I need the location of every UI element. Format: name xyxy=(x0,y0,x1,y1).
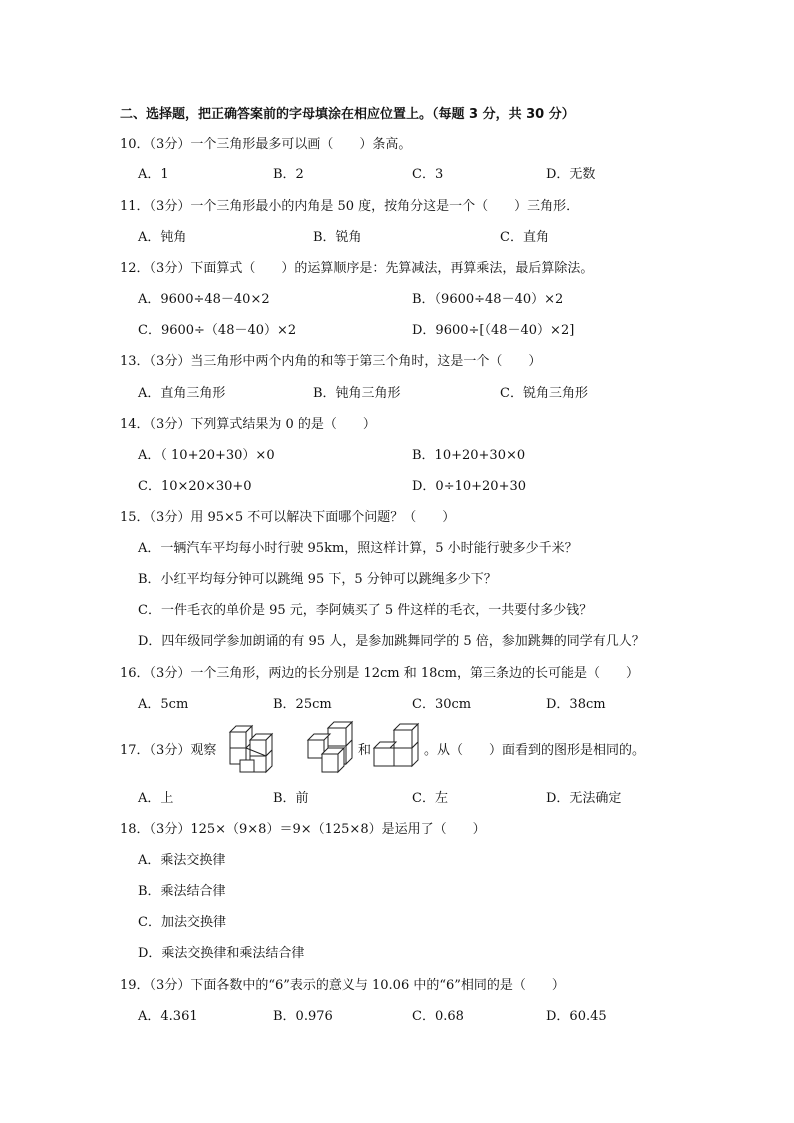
q18-option-c[interactable]: C．加法交换律 xyxy=(138,915,226,930)
question-17-stem-end: 。从（ ）面看到的图形是相同的。 xyxy=(424,743,646,758)
section-heading: 二、选择题，把正确答案前的字母填涂在相应位置上。（每题 3 分，共 30 分） xyxy=(120,107,575,122)
question-16-stem: 16．（3分）一个三角形，两边的长分别是 12cm 和 18cm，第三条边的长可能是（ ） xyxy=(120,666,640,681)
q10-option-a[interactable]: A．1 xyxy=(138,167,169,182)
q13-option-b[interactable]: B．钝角三角形 xyxy=(313,386,401,401)
q19-option-b[interactable]: B．0.976 xyxy=(273,1009,333,1024)
q16-option-d[interactable]: D．38cm xyxy=(546,697,606,712)
q18-option-a[interactable]: A．乘法交换律 xyxy=(138,853,226,868)
q12-option-c[interactable]: C．9600÷（48－40）×2 xyxy=(138,323,297,338)
q17-option-d[interactable]: D．无法确定 xyxy=(546,791,622,806)
q14-option-c[interactable]: C．10×20×30+0 xyxy=(138,479,252,494)
q11-option-c[interactable]: C．直角 xyxy=(500,230,549,245)
q11-option-b[interactable]: B．锐角 xyxy=(313,230,362,245)
q19-option-a[interactable]: A．4.361 xyxy=(138,1009,198,1024)
question-13-stem: 13．（3分）当三角形中两个内角的和等于第三个角时，这是一个（ ） xyxy=(120,354,542,369)
q17-option-a[interactable]: A．上 xyxy=(138,791,174,806)
q14-option-a[interactable]: A．（ 10+20+30）×0 xyxy=(138,448,275,463)
q12-option-b[interactable]: B．（9600÷48－40）×2 xyxy=(412,292,564,307)
q10-option-b[interactable]: B．2 xyxy=(273,167,304,182)
q14-option-d[interactable]: D．0÷10+20+30 xyxy=(412,479,526,494)
question-10-stem: 10．（3分）一个三角形最多可以画（ ）条高。 xyxy=(120,137,412,152)
q15-option-d[interactable]: D．四年级同学参加朗诵的有 95 人，是参加跳舞同学的 5 倍，参加跳舞的同学有几人？ xyxy=(138,634,645,649)
q19-option-d[interactable]: D．60.45 xyxy=(546,1009,607,1024)
question-17-stem-start: 17．（3分）观察 xyxy=(120,743,217,758)
q10-option-d[interactable]: D．无数 xyxy=(546,167,596,182)
question-12-stem: 12．（3分）下面算式（ ）的运算顺序是：先算减法，再算乘法，最后算除法。 xyxy=(120,261,594,276)
question-18-stem: 18．（3分）125×（9×8）＝9×（125×8）是运用了（ ） xyxy=(120,822,486,837)
cube-figure-1 xyxy=(228,718,280,776)
q17-option-b[interactable]: B．前 xyxy=(273,791,309,806)
cube-figure-3 xyxy=(372,722,428,776)
question-19-stem: 19．（3分）下面各数中的“6”表示的意义与 10.06 中的“6”相同的是（ ） xyxy=(120,978,565,993)
q16-option-a[interactable]: A．5cm xyxy=(138,697,189,712)
q16-option-b[interactable]: B．25cm xyxy=(273,697,332,712)
question-11-stem: 11．（3分）一个三角形最小的内角是 50 度，按角分这是一个（ ）三角形． xyxy=(120,199,580,214)
q15-option-b[interactable]: B．小红平均每分钟可以跳绳 95 下，5 分钟可以跳绳多少下？ xyxy=(138,572,497,587)
q12-option-d[interactable]: D．9600÷[（48－40）×2] xyxy=(412,323,575,338)
q15-option-c[interactable]: C．一件毛衣的单价是 95 元，李阿姨买了 5 件这样的毛衣，一共要付多少钱？ xyxy=(138,603,593,618)
q11-option-a[interactable]: A．钝角 xyxy=(138,230,187,245)
cube-figure-2 xyxy=(306,720,360,776)
q19-option-c[interactable]: C．0.68 xyxy=(412,1009,464,1024)
q10-option-c[interactable]: C．3 xyxy=(412,167,444,182)
q13-option-a[interactable]: A．直角三角形 xyxy=(138,386,226,401)
q13-option-c[interactable]: C．锐角三角形 xyxy=(500,386,588,401)
q16-option-c[interactable]: C．30cm xyxy=(412,697,472,712)
q15-option-a[interactable]: A．一辆汽车平均每小时行驶 95km，照这样计算，5 小时能行驶多少千米？ xyxy=(138,541,578,556)
question-15-stem: 15．（3分）用 95×5 不可以解决下面哪个问题？（ ） xyxy=(120,510,456,525)
question-17-stem-and: 和 xyxy=(358,743,372,758)
q14-option-b[interactable]: B．10+20+30×0 xyxy=(412,448,526,463)
q18-option-b[interactable]: B．乘法结合律 xyxy=(138,884,226,899)
q18-option-d[interactable]: D．乘法交换律和乘法结合律 xyxy=(138,946,305,961)
question-14-stem: 14．（3分）下列算式结果为 0 的是（ ） xyxy=(120,417,376,432)
q12-option-a[interactable]: A．9600÷48－40×2 xyxy=(138,292,270,307)
q17-option-c[interactable]: C．左 xyxy=(412,791,448,806)
